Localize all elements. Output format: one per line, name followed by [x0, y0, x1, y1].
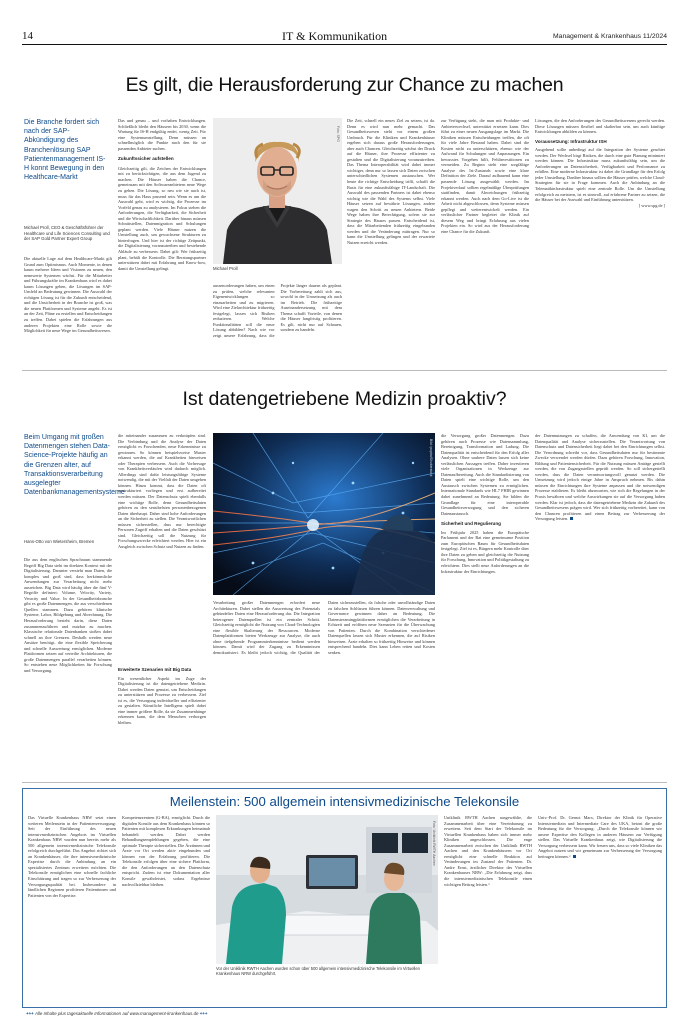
article2-photo — [213, 433, 435, 595]
portrait-image — [213, 118, 342, 264]
article1-col2-text: Das und genau – und vorhaben Entwicklungen. Schließlich bleibt den Häusern bis 2030, wenn die Wartung für IS-H endgültig endet, wenig Zeit. Für eine Systemumstellung. Denn müssen an schnellmöglich die Punkte nach den für sie passenden Anbieter suchen. Zukunftssicher aufstellen Gleichzeitig gilt, die Zeichen der Entwicklungen mit zu berücksichtigen, die aus dem Jugend zu machen. Die Häuser haben die Chance, gemeinsam mit den Softwareanbietern neue Wege zu gehen. Die Lösung, so neu wie sie auch ist, muss für das Haus passend sein. Wenn es um die Auswahl geht, wird es wichtig, die Prozesse im Vorfeld genau zu analysieren. Im Fokus stehen die Anforderungen, die Verfügbarkeit, die Sicherheit und die Wirtschaftlichkeit. Darüber hinaus müssen Schnittstellen, Datenmigration und Schulungen geplant werden. Viele Häuser nutzen die Umstellung auch, um gewachsene Strukturen zu hinterfragen. Und hier ist der richtige Zeitpunkt, die Digitalisierung voranzutreiben und bestehende Abläufe zu verbessern. Dabei gilt: Wer frühzeitig plant, behält die Kontrolle. Die Beratungspartner unterstützen dabei mit Erfahrung und Know-how, damit die Umstellung gelingt. — [118, 118, 206, 271]
article1-photo-credit: Foto: SPG — [336, 126, 340, 142]
article1-photo — [213, 118, 342, 264]
article2-subhead-2: Sicherheit und Regulierung — [441, 521, 501, 527]
footer-text — [26, 1011, 207, 1016]
article-divider-1 — [22, 370, 667, 371]
article2-col6-text: der Datennutzungen zu schaffen, die Anwendung von KI, um die Datenqualität und Analyse sicherzustellen. Die Verantwortung von Datenschutz und Datensicherheit liegt dabei bei den Einrichtungen selbst. Die Verordnung schreibt vor, dass Gesundheitsdaten nur für bestimmte Zwecke verwendet werden dürfen. Dazu gehören Forschung, Innovation, Bildung und Patientensicherheit. Für die Nutzung müssen Anträge gestellt werden, die von Zugangsstellen geprüft werden. So soll sichergestellt werden, dass die Daten verantwortungsvoll genutzt werden. Die Umsetzung wird jedoch einige Jahre in Anspruch nehmen. Bis dahin müssen die Einrichtungen ihre Systeme anpassen und die notwendigen Prozesse etablieren. Es bleibt abzuwarten, wie sich die Regelungen in der Praxis bewähren und welche Auswirkungen sie auf die Versorgung haben werden. Klar ist jedoch, dass die datengetriebene Medizin die Zukunft des Gesundheitswesens prägen wird. Wer sich frühzeitig vorbereitet, kann von den Chancen profitieren und einen Beitrag zur Verbesserung der Versorgung leisten. — [535, 433, 665, 522]
article2-title: Ist datengetriebene Medizin proaktiv? — [182, 388, 507, 410]
article1-col5-text: zur Verfügung steht, die man mit Produkte- und Anbieterwechsel, unterstützt ersetzen kann. Dies führt zu einer neuen Ausgangslage im Markt. Die Kliniken müssen Entscheidungen treffen, die oft für viele Jahre Bestand haben. Dabei sind die Kosten nicht zu unterschätzen, ebenso wie der Aufwand für Schulungen und Anpassungen. Ein bewusstes Vorgehen hilft, Fehlinvestitionen zu vermeiden. Zu Beginn steht eine sorgfältige Analyse des Ist-Zustands sowie eine klare Definition der Ziele. Darauf aufbauend kann eine passende Lösung ausgewählt werden. Im Projektverlauf sollten regelmäßige Überprüfungen stattfinden, damit Abweichungen frühzeitig erkannt werden. Auch nach dem Go-Live ist die Arbeit nicht abgeschlossen, denn Systeme müssen gepflegt und weiterentwickelt werden. Ein verlässlicher Partner begleitet die Klinik auf diesem Weg und bringt Erfahrung aus vielen Projekten ein. So wird aus der Herausforderung eine Chance für die Zukunft. — [441, 118, 529, 234]
article1-col1-text: Die aktuelle Lage auf dem Healthcare-Markt gilt Grund zum Optimismus. Auch Momente, in denen kaum mehrere Ideen und Visionen zu neuen, den nennwerte Systemen wächst. Für die Mitarbeiter und Führungskräfte im Krankenhaus wird es dabei kaum Lösungen geben, die Lösungen im SAP-Umfeld an Bedeutung gewinnen. Die Auswahl der richtigen Lösung ist für die Zukunft entscheidend, und die Unsicherheit in der Branche ist groß, was die neuen Plattformen und Systeme angeht. Es ist an der Zeit, Pläne zu erstellen und Entscheidungen zu treffen. Dabei spielen die Erfahrungen aus anderen Projekten eine Rolle sowie die Möglichkeit für neue Wege im Gesundheitswesen. — [24, 256, 112, 334]
article2-photo-credit: Bild: ipopba/Shutterstock — [429, 439, 433, 477]
article2-col4-text: Verarbeitung großer Datenmengen erfordert neue Architekturen. Dabei stellen die Auswertung des Potenzials gebündelter Daten eine Herausforderung dar. Die Integration heterogener Datenquellen ist ein zentraler Schritt. Gleichzeitig ermöglicht die Nutzung von Cloud-Technologien eine flexible Skalierung der Ressourcen. Moderne Datenplattformen bieten Werkzeuge zur Analyse, die auch ohne tiefgehende Programmierkenntnisse bedient werden können. Damit wird der Zugang zu Erkenntnissen demokratisiert. Es bleibt jedoch wichtig, die Qualität der Daten sicherzustellen, da falsche oder unvollständige Daten zu falschen Schlüssen führen können. Datenverwaltung und Governance gewinnen daher an Bedeutung. Die Datenstreamingplattformen ermöglichen die Verarbeitung in Echtzeit und eröffnen neue Szenarien für die Überwachung von Patienten. Durch die Kombination verschiedener Datenquellen lassen sich Muster erkennen, die auf Risiken hinweisen. Ärzte erhalten so frühzeitig Hinweise und können entsprechend handeln. Dies kann Leben retten und Kosten senken. — [213, 600, 435, 655]
article3-photo-caption: Vor der Uniklinik RWTH Aachen wurden schon über 500 allgemein intensivmedizinische Telekonsile im Virtuellen Krankenhaus NRW durchgeführt. — [216, 966, 420, 977]
telemedicine-photo — [216, 815, 438, 964]
article1-photo-caption: Michael Proll — [213, 266, 238, 271]
page-number: 14 — [22, 30, 33, 42]
header-rule — [22, 44, 667, 45]
article1-col6-text: Lösungen, die den Anforderungen des Gesundheitswesens gerecht werden. Diese Lösungen müssen flexibel und skalierbar sein, um auch künftige Entwicklungen abbilden zu können. Voraussetzung: Infrastruktur ISH Ausgehend sollte unbedingt auf die Integration der Systeme geachtet werden. Der Wechsel birgt Risiken, die durch eine gute Planung minimiert werden können. Die Infrastruktur muss zukunftsfähig sein, um die Anforderungen an Datensicherheit, Verfügbarkeit und Performance zu erfüllen. Eine moderne Infrastruktur ist dabei die Grundlage für den Erfolg jeder Umstellung. Darüber hinaus sollten die Häuser prüfen, welche Cloud-Strategien für sie in Frage kommen. Auch die Anbindung an die Telematikinfrastruktur spielt eine zentrale Rolle. Um die Umstellung erfolgreich zu meistern, ist es sinnvoll, auf erfahrene Partner zu setzen, die die Häuser bei der Auswahl und Einführung unterstützen. [ www.spg.de ] — [535, 118, 665, 208]
article2-author: Hans-Otto von Wietersheim, Bremen — [24, 539, 95, 544]
article1-author: Michael Proll, CEO & Geschäftsführer der Healthcare und Life Sciences Consulting und der SAP Gold Partner Expert Group — [24, 225, 110, 241]
article2-col2-text: die miteinander zusammen zu verknüpfen sind. Die Verbindung und die Analyse der Daten ermöglicht es Forschenden, neue Erkenntnisse zu gewinnen. So können beispielsweise Muster erkannt werden, die auf Krankheiten hinweisen oder Therapien verbessern. Auch die Vorhersage von Krankheitsverläufen wird dadurch möglich. Allerdings sind dafür leistungsfähige Systeme notwendig, die mit der Vielfalt der Daten umgehen können. Hinzu kommt, dass die Daten oft unstrukturiert vorliegen und erst aufbereitet werden müssen. Der Datenschutz spielt ebenfalls eine wichtige Rolle, denn Gesundheitsdaten gehören zu den sensibelsten personenbezogenen Daten überhaupt. Daher sind hohe Anforderungen an die Sicherheit zu stellen. Die Verantwortlichen müssen sicherstellen, dass nur berechtigte Personen Zugriff erhalten und die Daten geschützt sind. Gleichzeitig soll die Nutzung für Forschungszwecke erleichtert werden. Hier ist ein Ausgleich zwischen Schutz und Nutzen zu finden. — [118, 433, 206, 549]
footer-arrows-icon: +++ — [26, 1011, 34, 1016]
article3-title: Meilenstein: 500 allgemein intensivmedizinische Telekonsile — [169, 794, 520, 809]
article3-col1-text: Das Virtuelle Krankenhaus NRW setzt einen weiteren Meilenstein in der Patientenversorgung: Seit der Einführung des neuen intensivmedizinischen Angebots im Virtuellen Krankenhaus NRW wurden nun bereits mehr als 500 allgemein intensivmedizinische Telekonsile erfolgreich durchgeführt. Das Angebot richtet sich an Krankenhäuser, die ihre intensivmedizinische Expertise durch die Anbindung an ein spezialisiertes Zentrum erweitern möchten. Die Telekonsile ermöglichen eine schnelle fachliche Einschätzung und tragen so zur Verbesserung der Versorgungsqualität bei. Insbesondere in ländlichen Regionen profitieren Patientinnen und Patienten von der Expertise. — [28, 815, 116, 898]
publication-title: Management & Krankenhaus 11/2024 — [553, 33, 667, 40]
article1-teaser: Die Branche fordert sich nach der SAP-Abkündigung des Branchenlösung SAP Patientenmanagement IS-H konnt Bewegung in den Healthcare-Markt — [24, 119, 106, 182]
article1-subhead-1: Zukunftssicher aufstellen — [118, 156, 174, 162]
footer-arrows-end-icon: +++ — [199, 1011, 208, 1016]
article1-subhead-2: Voraussetzung: Infrastruktur ISH — [535, 138, 607, 144]
article3-photo-credit: Foto: Uniklinik RWTH Aachen — [432, 821, 436, 866]
article2-col5-text: die Versorgung großer Datenmengen. Dazu gehören auch Prozesse wie Datensammlung, Bereinigung, Transformation und Ladung. Die Datenqualität ist entscheidend für den Erfolg aller Analysen. Ohne saubere Daten lassen sich keine verlässlichen Aussagen treffen. Daher investieren viele Organisationen in Werkzeuge zur Datenaufbereitung. Auch die Standardisierung von Daten spielt eine wichtige Rolle, um den Austausch zwischen Systemen zu ermöglichen. Internationale Standards wie HL7 FHIR gewinnen dabei zunehmend an Bedeutung. Sie bilden die Grundlage für eine interoperable Gesundheitsversorgung und den sicheren Datenaustausch. Sicherheit und Regulierung Im Frühjahr 2025 haben die Europäische Parlament und der Rat eine gemeinsame Position zum Europäischen Raum für Gesundheitsdaten festgelegt. Ziel ist es, Bürgern mehr Kontrolle über ihre Daten zu geben und gleichzeitig die Nutzung für Forschung, Innovation und Politikgestaltung zu erleichtern. Dies stellt neue Anforderungen an die Infrastruktur der Einrichtungen. — [441, 433, 529, 574]
article3-col2-text: Kompetenzzentren (G-BA), ermöglicht. Durch die digitalen Konsile aus dem Krankenhaus können so Patienten mit komplexen Erkrankungen heimatnah behandelt werden. Dabei werden Behandlungsempfehlungen gegeben, die eine optimale Therapie sicherstellen. Die Ärztinnen und Ärzte vor Ort werden aktiv eingebunden und können von der Erfahrung profitieren. Die Telekonsile erfolgen über eine sichere Plattform, die den Anforderungen an den Datenschutz entspricht. Zudem ist eine Dokumentation aller Konsile gewährleistet, sodass Ergebnisse nachvollziehbar bleiben. — [122, 815, 210, 887]
article3-col4-text: Univ.-Prof. Dr. Gernot Marx, Direktor der Klinik für Operative Intensivmedizin und Intermediate Care des UKA, betont die große Bedeutung für die Versorgung: „Durch die Telekonsile können wir unsere Expertise den Kollegen in anderen Häusern zur Verfügung stellen. Das Virtuelle Krankenhaus zeigt, wie Digitalisierung die Versorgung verbessern kann. Wir freuen uns, dass so viele Kliniken das Angebot nutzen und wir gemeinsam zur Verbesserung der Versorgung beitragen können.“ — [538, 815, 662, 859]
article1-source: [ www.spg.de ] — [638, 202, 665, 208]
article2-subhead-1: Erweiterte Szenarien mit Big Data — [118, 667, 192, 672]
article2-teaser: Beim Umgang mit großen Datenmengen stehen Data-Science-Projekte häufig an die Grenzen alter, auf Transaktionsverarbeitung ausgelegter Datenbankmanagementsysteme — [24, 434, 125, 497]
ai-data-image — [213, 433, 435, 595]
footer-link[interactable]: Alle Inhalte plus tagesaktuelle Informationen auf www.management-krankenhaus.de — [34, 1011, 199, 1016]
article1-col3-text: aussenorderungen haben, um einen zu prüfen, welche relevanten Eigenentwicklungen so einzuarbeiten und zu migrieren. Wird eine Zielarchitektur frühzeitig festgelegt, lassen sich Risiken reduzieren. Welche Funktionalitäten soll die neue Lösung abbilden? Nach wie vor zeigt unsere Erfahrung, dass die Projekte länger dauern als geplant. Die Vorbereitung zahlt sich aus, sowohl in der Umsetzung als auch im Betrieb. Die frühzeitige Auseinandersetzung mit dem Thema schafft Vorteile, von denen die Häuser langfristig profitieren. Es gilt, nicht nur auf Schauen, sondern zu handeln. — [213, 283, 342, 338]
article1-col4-text: Die Zeit, schnell ein neues Ziel zu setzen, ist da. Denn es wird nun mehr gemacht. Das Gesundheitswesen steht vor einem großen Umbruch. Für die Kliniken und Krankenhäuser ergeben sich daraus große Herausforderungen, aber auch Chancen. Gleichzeitig wächst der Druck auf die Häuser, ihre Prozesse effizienter zu gestalten und die Digitalisierung voranzutreiben. Das Thema Interoperabilität wird dabei immer wichtiger, denn nur so lassen sich Daten zwischen unterschiedlichen Systemen austauschen. Wer heute die richtige Entscheidung trifft, schafft die Basis für eine zukunftsfähige IT-Landschaft. Die Auswahl des passenden Partners ist dabei ebenso wichtig wie die Wahl des Systems selbst. Viele Häuser setzen auf bewährte Lösungen, andere wagen den Schritt zu neuen Anbietern. Beide Wege haben ihre Berechtigung, sofern sie zur Strategie des Hauses passen. Entscheidend ist, dass die Mitarbeitenden frühzeitig eingebunden werden und die Veränderung mittragen. Nur so kann die Umstellung gelingen und der erwartete Nutzen erreicht werden. — [347, 118, 435, 246]
article2-col1-text: Die aus dem englischen Sprachraum stammende Begriff Big Data steht im direkten Kontext mit der Digitalisierung. Darunter versteht man Daten, die komplex und groß sind, dass herkömmliche Anwendungen zur Verarbeitung nicht mehr ausreichen. Big Data wird häufig über die fünf V-Begriffe definiert: Volume, Velocity, Variety, Veracity und Value. In der Gesundheitsbranche gibt es große Datenmengen, die aus verschiedenen Quellen stammen. Dazu gehören klinische Systeme, Labor, Bildgebung und Abrechnung. Die Herausforderung besteht darin, diese Daten zusammenzuführen und nutzbar zu machen. Klassische relationale Datenbanken stoßen dabei schnell an ihre Grenzen. Deshalb werden neue Ansätze benötigt, die eine flexible Speicherung und schnelle Auswertung ermöglichen. Moderne Plattformen setzen auf verteilte Architekturen, die große Datenmengen parallel verarbeiten können. So entstehen neue Möglichkeiten für Forschung und Versorgung. — [24, 557, 112, 673]
article2-col3-text: Erweiterte Szenarien mit Big Data Ein wesentlicher Aspekt im Zuge der Digitalisierung ist die datengetriebene Medizin. Dabei werden Daten genutzt, um Entscheidungen zu unterstützen und Prozesse zu verbessern. Ziel ist es, die Versorgung individueller und effizienter zu gestalten. Künstliche Intelligenz spielt dabei eine immer größere Rolle, da sie Zusammenhänge erkennen kann, die dem Menschen verborgen bleiben. — [118, 667, 206, 725]
article3-photo — [216, 815, 438, 964]
article3-col3-text: Uniklinik RWTH Aachen ausgewählte, die Zusammenarbeit über eine Vereinbarung zu erweitern. Seit dem Start der Telekonsile im Virtuellen Krankenhaus haben sich immer mehr Kliniken angeschlossen. Die enge Zusammenarbeit zwischen der Uniklinik RWTH Aachen und den Krankenhäusern vor Ort ermöglicht eine schnelle Reaktion auf Veränderungen im Zustand der Patienten. Dr. Andre Ernst, ärztlicher Direktor des Virtuellen Krankenhauses NRW: „Die Erfahrung zeigt, dass die intensivmedizinischen Telekonsile einen wichtigen Beitrag leisten.“ — [444, 815, 532, 887]
article1-title: Es gilt, die Herausforderung zur Chance zu machen — [125, 74, 564, 96]
section-title: IT & Kommunikation — [282, 29, 388, 43]
article-divider-2 — [22, 782, 667, 783]
